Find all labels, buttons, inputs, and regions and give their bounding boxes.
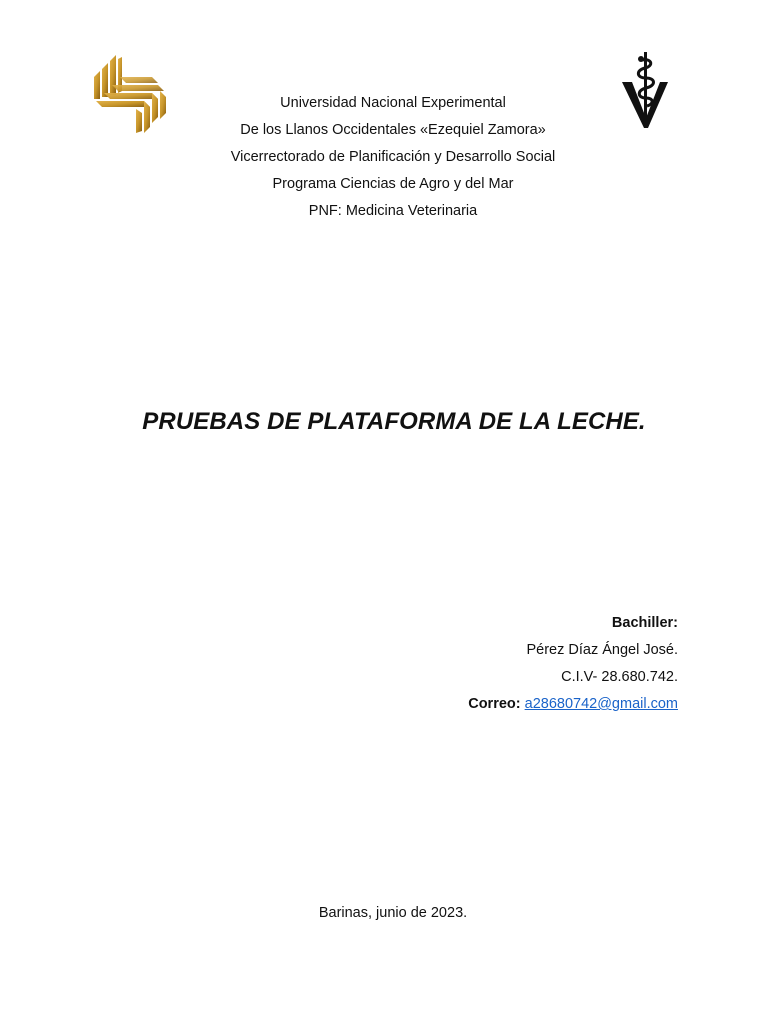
pnf-name: PNF: Medicina Veterinaria — [308, 203, 478, 219]
author-block — [468, 610, 678, 718]
author-email-row — [468, 691, 678, 718]
email-link[interactable]: a28680742@gmail.com — [524, 696, 678, 712]
email-label: Correo: — [468, 696, 521, 712]
vice-rectorate: Vicerrectorado de Planificación y Desarrollo Social — [230, 149, 556, 165]
institution-header — [0, 90, 768, 225]
author-name: Pérez Díaz Ángel José. — [526, 642, 678, 658]
author-id: C.I.V- 28.680.742. — [561, 669, 678, 685]
university-name: Universidad Nacional Experimental — [280, 95, 506, 111]
author-role-label: Bachiller: — [611, 615, 678, 631]
university-subname: De los Llanos Occidentales «Ezequiel Zamora» — [240, 122, 546, 138]
place-date: Barinas, junio de 2023. — [318, 905, 468, 921]
program-name: Programa Ciencias de Agro y del Mar — [272, 176, 514, 192]
document-title: PRUEBAS DE PLATAFORMA DE LA LECHE. — [142, 408, 646, 435]
